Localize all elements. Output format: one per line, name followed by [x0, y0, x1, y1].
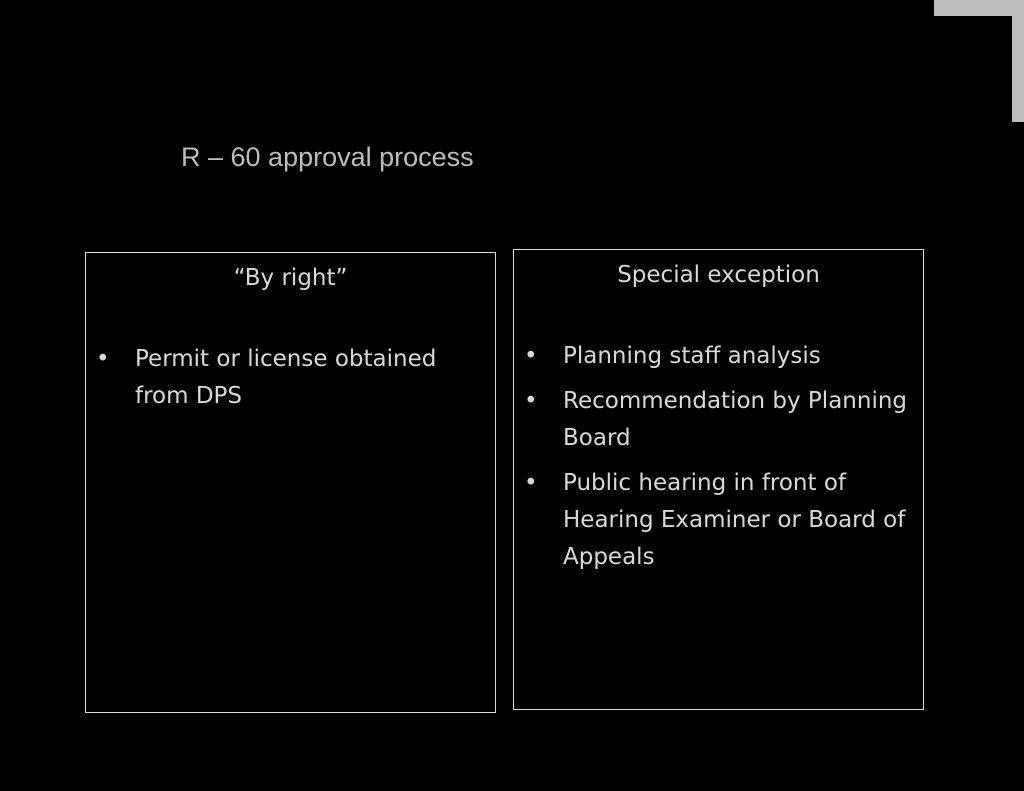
bullet-dot: • — [524, 343, 538, 369]
by-right-heading: “By right” — [233, 265, 348, 291]
bullet-text: Public hearing in front of Hearing Examiner or Board of Appeals — [563, 470, 906, 570]
bullet-item — [524, 338, 907, 375]
by-right-panel — [85, 252, 496, 713]
special-exception-heading: Special exception — [617, 262, 820, 288]
bullet-dot: • — [524, 470, 538, 496]
bullet-item — [524, 383, 907, 457]
bullet-item — [524, 465, 907, 576]
corner-bar-side — [1012, 0, 1024, 122]
bullet-text: Permit or license obtained from DPS — [135, 346, 437, 409]
by-right-bullet-list — [86, 341, 495, 415]
bullet-text: Planning staff analysis — [563, 343, 821, 369]
bullet-dot: • — [524, 388, 538, 414]
special-exception-panel — [513, 249, 924, 710]
bullet-text: Recommendation by Planning Board — [563, 388, 908, 451]
corner-bar-top — [934, 0, 1024, 16]
slide-title: R – 60 approval process — [181, 142, 474, 172]
special-exception-bullet-list — [514, 338, 923, 576]
bullet-item — [96, 341, 479, 415]
corner-decoration — [934, 0, 1024, 122]
bullet-dot: • — [96, 346, 110, 372]
